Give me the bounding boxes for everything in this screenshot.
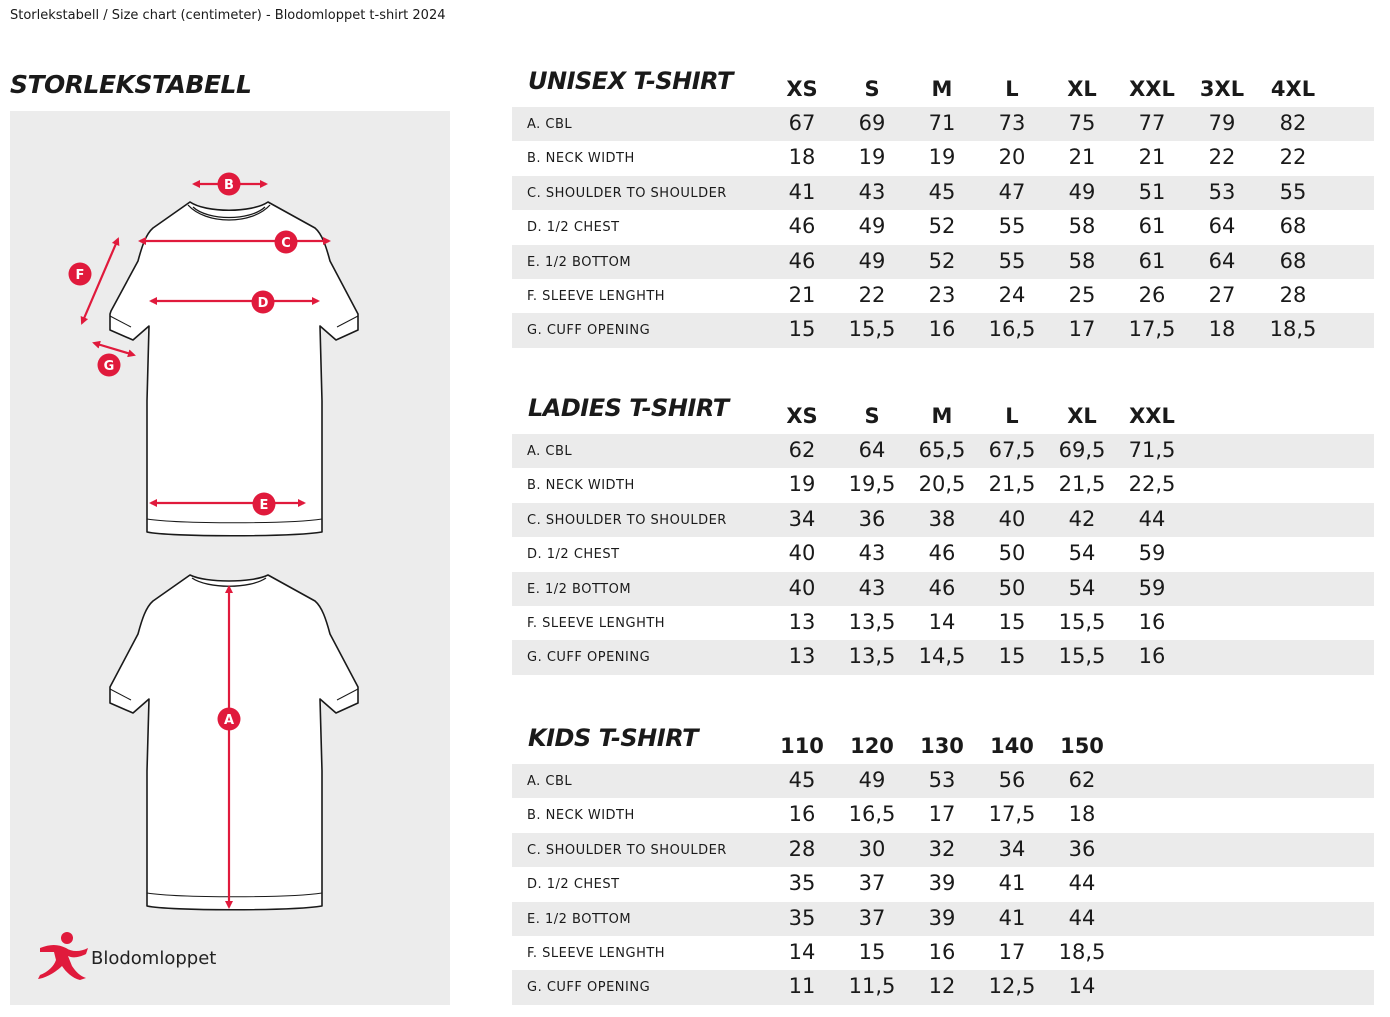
table-cell: 18 [1208, 317, 1236, 342]
measurement-label: B. NECK WIDTH [527, 151, 635, 167]
table-cell: 17 [928, 802, 956, 827]
size-column-header: XS [786, 77, 818, 101]
size-column-header: 140 [990, 734, 1034, 758]
table-cell: 55 [998, 214, 1026, 239]
table-cell: 53 [1208, 179, 1236, 204]
table-title: KIDS T-SHIRT [528, 724, 698, 752]
table-cell: 51 [1138, 179, 1166, 204]
marker-b [218, 173, 241, 196]
table-cell: 62 [1068, 768, 1096, 792]
measurement-label: B. NECK WIDTH [527, 808, 635, 824]
table-cell: 65,5 [918, 438, 966, 462]
table-title: LADIES T-SHIRT [528, 394, 729, 422]
table-row [512, 313, 1374, 347]
page-title: STORLEKSTABELL [10, 70, 252, 99]
table-cell: 61 [1138, 214, 1166, 239]
table-cell: 18 [788, 145, 816, 170]
table-cell: 17,5 [1128, 317, 1176, 342]
measurement-label: C. SHOULDER TO SHOULDER [527, 185, 727, 201]
table-cell: 34 [788, 506, 816, 531]
measurement-label: E. 1/2 BOTTOM [527, 581, 632, 597]
front-tshirt-icon [110, 202, 358, 536]
table-row [512, 867, 1374, 901]
table-row [512, 503, 1374, 537]
table-cell: 21 [788, 282, 816, 307]
table-row [512, 141, 1374, 175]
svg-text:A: A [223, 713, 235, 728]
size-column-header: M [931, 404, 953, 428]
measurement-label: G. CUFF OPENING [527, 650, 651, 666]
size-column-header: 150 [1060, 734, 1104, 758]
table-cell: 14 [1068, 974, 1096, 999]
table-cell: 13 [788, 644, 816, 669]
table-cell: 43 [858, 179, 886, 204]
table-cell: 69 [858, 111, 886, 135]
table-cell: 21,5 [1058, 472, 1106, 497]
table-row [512, 279, 1374, 313]
document-header: Storlekstabell / Size chart (centimeter) - Blodomloppet t-shirt 2024 [10, 8, 446, 23]
table-cell: 61 [1138, 248, 1166, 273]
marker-a [218, 708, 241, 731]
table-row [512, 936, 1374, 970]
table-cell: 19 [788, 472, 816, 497]
table-cell: 38 [928, 506, 956, 531]
size-column-header: 3XL [1199, 77, 1245, 101]
table-cell: 68 [1279, 214, 1307, 239]
table-header-row [512, 724, 1374, 764]
table-cell: 16 [1138, 609, 1166, 634]
table-cell: 40 [788, 575, 816, 600]
table-row [512, 572, 1374, 606]
table-cell: 16 [928, 939, 956, 964]
table-cell: 13,5 [848, 609, 896, 634]
table-cell: 35 [788, 905, 816, 930]
svg-text:C: C [281, 236, 291, 251]
measurement-label: A. CBL [527, 774, 573, 789]
table-cell: 18,5 [1269, 317, 1317, 342]
table-cell: 59 [1138, 575, 1166, 600]
table-cell: 44 [1068, 871, 1096, 896]
table-cell: 37 [858, 905, 886, 930]
measurement-label: E. 1/2 BOTTOM [527, 254, 632, 270]
table-cell: 43 [858, 541, 886, 566]
table-cell: 52 [928, 214, 956, 239]
table-cell: 56 [998, 768, 1026, 792]
table-cell: 19 [928, 145, 956, 170]
table-cell: 15,5 [1058, 609, 1106, 634]
table-cell: 39 [928, 871, 956, 896]
table-cell: 12 [928, 974, 956, 999]
table-cell: 68 [1279, 248, 1307, 273]
size-column-header: 4XL [1270, 77, 1316, 101]
table-cell: 16 [788, 802, 816, 827]
table-header-row [512, 394, 1374, 434]
table-cell: 55 [998, 248, 1026, 273]
measurement-label: G. CUFF OPENING [527, 980, 651, 996]
table-cell: 14 [928, 609, 956, 634]
table-cell: 45 [788, 768, 816, 792]
logo-text: Blodomloppet [91, 948, 217, 969]
measurement-label: F. SLEEVE LENGHTH [527, 288, 666, 304]
table-cell: 69,5 [1058, 438, 1106, 462]
table-row [512, 640, 1374, 674]
table-cell: 17 [998, 939, 1026, 964]
measurement-label: C. SHOULDER TO SHOULDER [527, 842, 727, 858]
table-row [512, 902, 1374, 936]
size-column-header: XXL [1129, 404, 1175, 428]
table-row [512, 210, 1374, 244]
table-cell: 46 [788, 248, 816, 273]
table-cell: 28 [1279, 282, 1307, 307]
table-cell: 40 [998, 506, 1026, 531]
size-column-header: L [1005, 404, 1019, 428]
table-cell: 42 [1068, 506, 1096, 531]
table-cell: 64 [1208, 248, 1236, 273]
table-cell: 49 [858, 248, 886, 273]
table-cell: 16,5 [988, 317, 1036, 342]
table-cell: 16 [1138, 644, 1166, 669]
table-cell: 64 [1208, 214, 1236, 239]
table-cell: 46 [788, 214, 816, 239]
table-cell: 34 [998, 836, 1026, 861]
table-cell: 18,5 [1058, 939, 1106, 964]
table-cell: 50 [998, 541, 1026, 566]
measurement-label: D. 1/2 CHEST [527, 220, 620, 236]
table-cell: 21,5 [988, 472, 1036, 497]
table-cell: 47 [998, 179, 1026, 204]
table-cell: 15,5 [1058, 644, 1106, 669]
runner-icon [36, 930, 92, 982]
table-cell: 13 [788, 609, 816, 634]
table-cell: 21 [1138, 145, 1166, 170]
table-cell: 52 [928, 248, 956, 273]
table-cell: 41 [998, 871, 1026, 896]
table-cell: 36 [1068, 836, 1096, 861]
svg-text:G: G [103, 359, 115, 374]
measurement-label: E. 1/2 BOTTOM [527, 911, 632, 927]
size-table-kids [512, 724, 1374, 1005]
table-cell: 17 [1068, 317, 1096, 342]
table-cell: 49 [858, 768, 886, 792]
table-cell: 73 [998, 111, 1026, 135]
table-cell: 46 [928, 541, 956, 566]
table-cell: 22 [1279, 145, 1307, 170]
table-cell: 50 [998, 575, 1026, 600]
table-row [512, 970, 1374, 1004]
measurement-label: A. CBL [527, 444, 573, 459]
table-cell: 46 [928, 575, 956, 600]
marker-d [252, 291, 275, 314]
table-cell: 27 [1208, 282, 1236, 307]
back-tshirt-icon [110, 575, 358, 910]
svg-text:B: B [224, 178, 234, 193]
table-cell: 24 [998, 282, 1026, 307]
table-cell: 20,5 [918, 472, 966, 497]
measurement-label: D. 1/2 CHEST [527, 877, 620, 893]
table-cell: 14 [788, 939, 816, 964]
marker-c [275, 231, 298, 254]
measurement-label: G. CUFF OPENING [527, 323, 651, 339]
measurement-label: D. 1/2 CHEST [527, 547, 620, 563]
table-cell: 17,5 [988, 802, 1036, 827]
table-cell: 15 [998, 644, 1026, 669]
size-column-header: S [864, 404, 880, 428]
table-cell: 53 [928, 768, 956, 792]
table-cell: 21 [1068, 145, 1096, 170]
size-column-header: XS [786, 404, 818, 428]
table-cell: 49 [1068, 179, 1096, 204]
table-cell: 12,5 [988, 974, 1036, 999]
size-column-header: XL [1067, 404, 1097, 428]
size-column-header: S [864, 77, 880, 101]
table-row [512, 468, 1374, 502]
table-cell: 22 [1208, 145, 1236, 170]
table-cell: 11 [788, 974, 816, 999]
table-cell: 15 [998, 609, 1026, 634]
size-column-header: 130 [920, 734, 964, 758]
table-cell: 58 [1068, 214, 1096, 239]
table-cell: 45 [928, 179, 956, 204]
table-cell: 16,5 [848, 802, 896, 827]
table-cell: 44 [1068, 905, 1096, 930]
table-cell: 25 [1068, 282, 1096, 307]
svg-text:F: F [75, 268, 85, 283]
table-cell: 19,5 [848, 472, 896, 497]
table-cell: 41 [788, 179, 816, 204]
table-row [512, 176, 1374, 210]
table-cell: 26 [1138, 282, 1166, 307]
table-cell: 62 [788, 438, 816, 462]
size-column-header: XL [1067, 77, 1097, 101]
table-cell: 59 [1138, 541, 1166, 566]
table-row [512, 537, 1374, 571]
size-column-header: M [931, 77, 953, 101]
table-cell: 39 [928, 905, 956, 930]
table-cell: 67 [788, 111, 816, 135]
table-cell: 37 [858, 871, 886, 896]
table-cell: 30 [858, 836, 886, 861]
table-cell: 40 [788, 541, 816, 566]
blodomloppet-logo [36, 930, 216, 982]
marker-g [98, 354, 121, 377]
table-cell: 32 [928, 836, 956, 861]
table-cell: 36 [858, 506, 886, 531]
table-cell: 14,5 [918, 644, 966, 669]
size-table-ladies [512, 394, 1374, 675]
table-cell: 64 [858, 438, 886, 462]
table-cell: 54 [1068, 575, 1096, 600]
svg-text:E: E [259, 498, 269, 513]
size-column-header: XXL [1129, 77, 1175, 101]
measurement-label: C. SHOULDER TO SHOULDER [527, 512, 727, 528]
svg-text:D: D [257, 296, 269, 311]
table-cell: 55 [1279, 179, 1307, 204]
table-cell: 16 [928, 317, 956, 342]
measurement-label: F. SLEEVE LENGHTH [527, 615, 666, 631]
table-cell: 79 [1208, 111, 1236, 135]
table-cell: 15 [858, 939, 886, 964]
table-cell: 67,5 [988, 438, 1036, 462]
table-cell: 71,5 [1128, 438, 1176, 462]
table-cell: 41 [998, 905, 1026, 930]
table-row [512, 245, 1374, 279]
table-cell: 58 [1068, 248, 1096, 273]
marker-e [253, 493, 276, 516]
table-cell: 28 [788, 836, 816, 861]
table-row [512, 764, 1374, 798]
measurement-label: A. CBL [527, 117, 573, 132]
table-cell: 22 [858, 282, 886, 307]
table-cell: 49 [858, 214, 886, 239]
table-cell: 20 [998, 145, 1026, 170]
table-cell: 22,5 [1128, 472, 1176, 497]
table-cell: 82 [1279, 111, 1307, 135]
table-cell: 35 [788, 871, 816, 896]
size-column-header: 110 [780, 734, 824, 758]
table-title: UNISEX T-SHIRT [528, 67, 733, 95]
measurement-label: F. SLEEVE LENGHTH [527, 945, 666, 961]
table-cell: 15 [788, 317, 816, 342]
table-cell: 44 [1138, 506, 1166, 531]
table-cell: 19 [858, 145, 886, 170]
table-row [512, 798, 1374, 832]
table-cell: 18 [1068, 802, 1096, 827]
table-row [512, 434, 1374, 468]
size-column-header: 120 [850, 734, 894, 758]
table-cell: 13,5 [848, 644, 896, 669]
table-row [512, 833, 1374, 867]
table-cell: 11,5 [848, 974, 896, 999]
table-cell: 23 [928, 282, 956, 307]
table-cell: 15,5 [848, 317, 896, 342]
table-row [512, 606, 1374, 640]
measurement-diagram [10, 111, 450, 1005]
table-cell: 71 [928, 111, 956, 135]
measurement-label: B. NECK WIDTH [527, 478, 635, 494]
measure-g-arrow [94, 343, 134, 355]
table-header-row [512, 67, 1374, 107]
size-column-header: L [1005, 77, 1019, 101]
table-cell: 54 [1068, 541, 1096, 566]
table-row [512, 107, 1374, 141]
table-cell: 43 [858, 575, 886, 600]
table-cell: 75 [1068, 111, 1096, 135]
size-table-unisex [512, 67, 1374, 348]
marker-f [69, 263, 92, 286]
table-cell: 77 [1138, 111, 1166, 135]
